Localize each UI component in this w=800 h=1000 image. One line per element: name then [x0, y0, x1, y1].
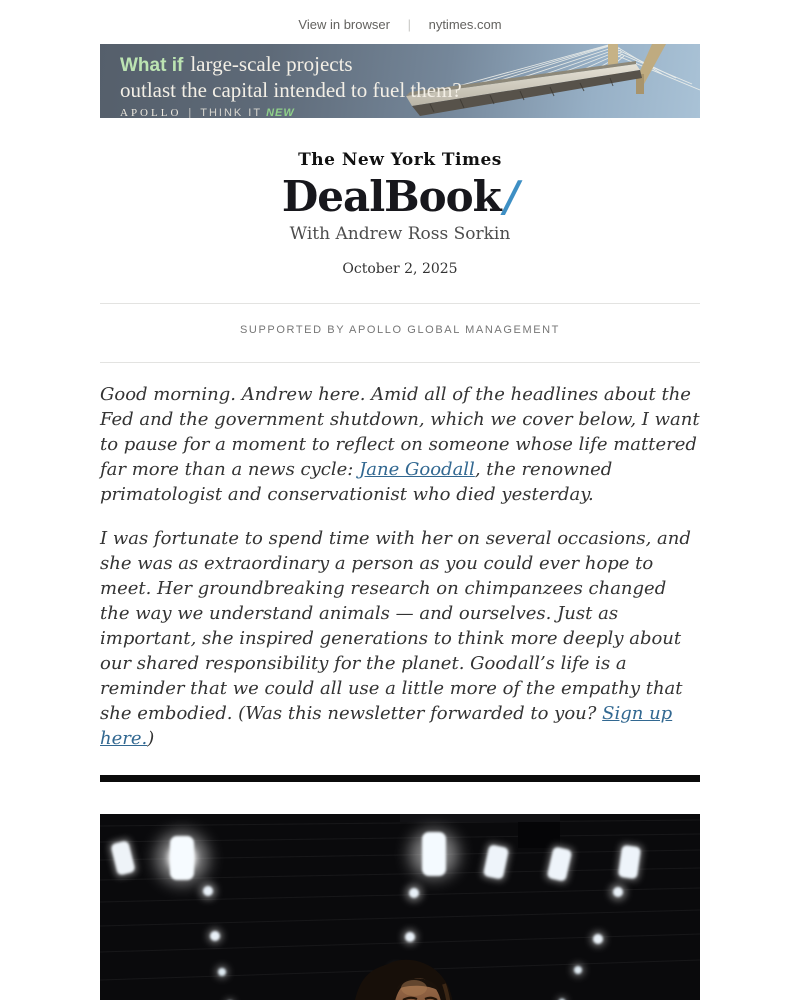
dealbook-logo[interactable] — [100, 172, 700, 221]
divider-sponsor — [100, 362, 700, 363]
intro-paragraph-2: I was fortunate to spend time with her on several occasions, and she was as extraordinary a person as you could ever hope to meet. Her groundbreaking research on chimpanzees changed the way we understand animals — and ourselves. Just as important, she inspired generations to think more deeply about our shared responsibility for the planet. Goodall’s life is a reminder that we could all use a little more of the empathy that she embodied. (Was this newsletter forwarded to you? Sign up here.) — [100, 528, 691, 749]
view-in-browser-link[interactable]: View in browser — [298, 17, 390, 32]
jane-goodall-link[interactable]: Jane Goodall — [359, 459, 475, 480]
section-divider-bar — [100, 775, 700, 782]
divider-top — [100, 303, 700, 304]
newsletter-date: October 2, 2025 — [342, 261, 458, 277]
sign-up-link[interactable]: Sign up here. — [100, 703, 673, 749]
ad-tagline: THINK IT — [200, 107, 263, 118]
sponsor-label: SUPPORTED BY APOLLO GLOBAL MANAGEMENT — [239, 324, 561, 336]
apollo-wordmark: APOLLO — [120, 107, 182, 118]
ad-line1: What if large-scale projects — [120, 52, 353, 76]
ad-brand-separator: | — [188, 107, 194, 118]
ad-line2: outlast the capital intended to fuel them? — [120, 78, 462, 102]
apollo-ad-banner[interactable] — [100, 44, 700, 118]
email-topbar — [0, 0, 800, 44]
topbar-separator: | — [407, 17, 411, 32]
dealbook-slash: / — [503, 172, 519, 221]
nytimes-link[interactable]: nytimes.com — [428, 17, 502, 32]
hearing-photo[interactable] — [100, 814, 700, 1000]
newsletter-byline: With Andrew Ross Sorkin — [289, 224, 511, 244]
hearing-photo-illustration — [100, 814, 700, 1000]
dealbook-wordmark: DealBook — [281, 172, 501, 221]
ad-line1-highlight: What if — [120, 55, 184, 76]
newsletter-header — [100, 150, 700, 277]
ad-tagline-new: NEW — [266, 107, 295, 118]
ad-copy — [100, 44, 700, 118]
nyt-masthead-logo: The New York Times — [298, 150, 502, 170]
intro-paragraph-1: Good morning. Andrew here. Amid all of the headlines about the Fed and the government shutdown, which we cover below, I want to pause for a moment to reflect on someone whose life mattered far more than a news cycle: Jane Goodall, the renowned primatologist and conservationist who died yesterday. — [100, 384, 700, 505]
ad-brand-line — [120, 107, 700, 118]
